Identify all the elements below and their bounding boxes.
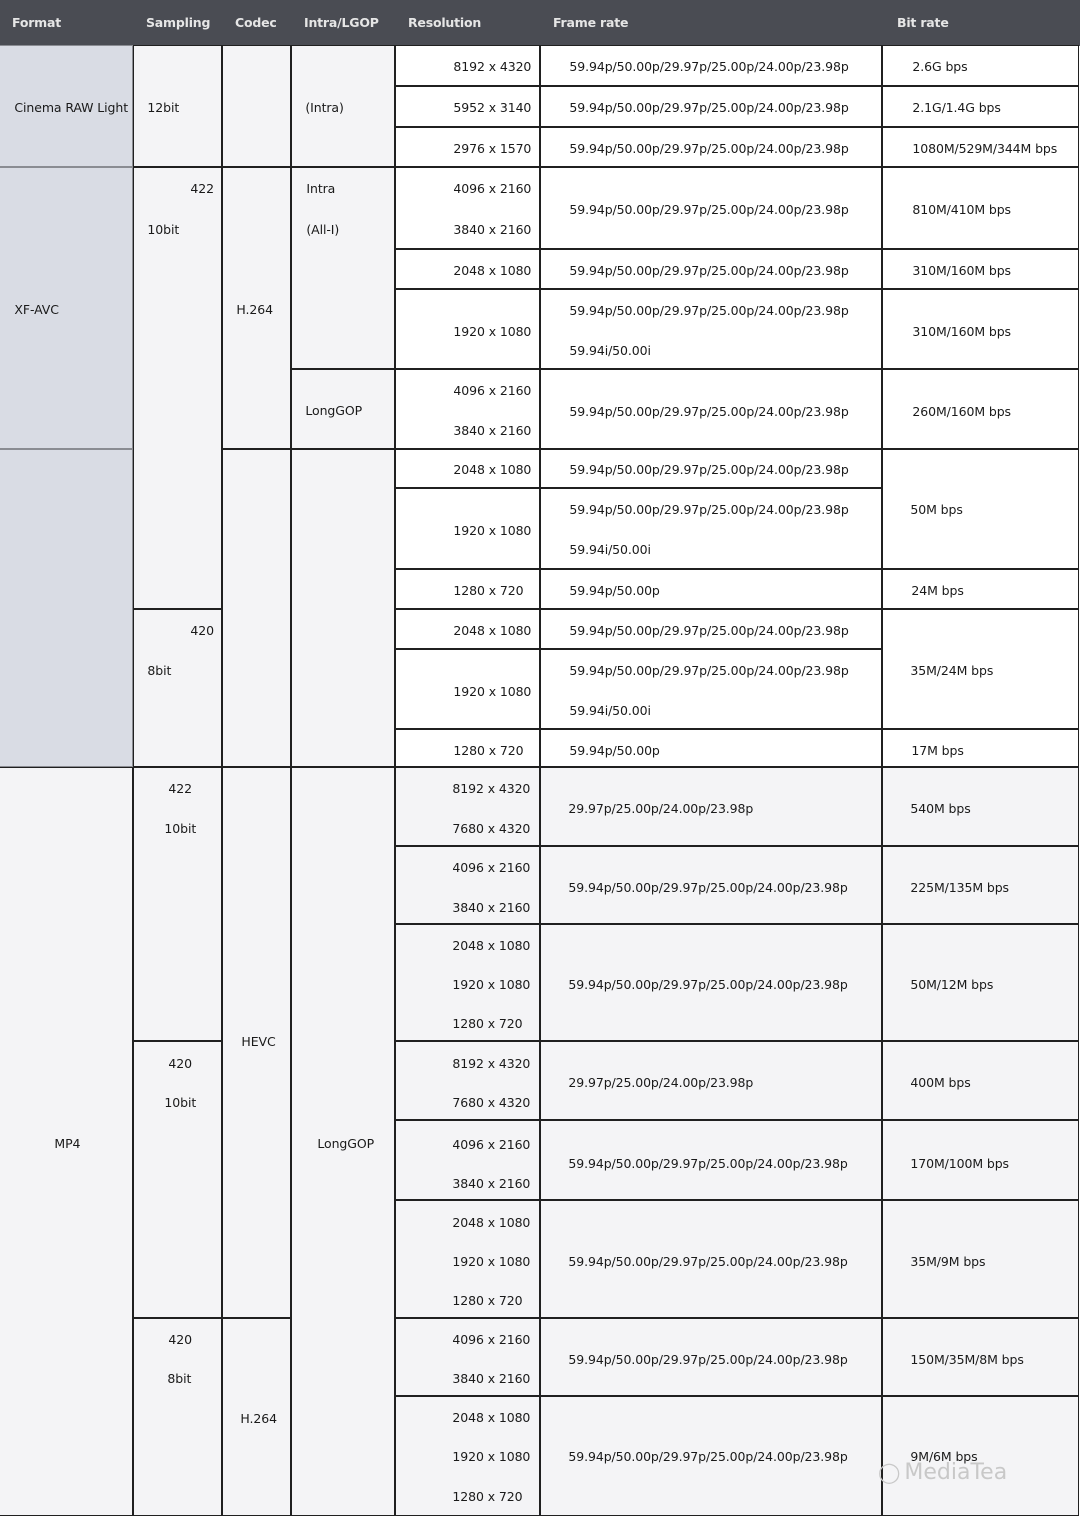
frame-rate-value: 59.94p/50.00p <box>569 743 660 759</box>
resolution-value: 1920 x 1080 <box>452 1449 531 1465</box>
sampling-value: 420 <box>168 1332 192 1348</box>
resolution-value: 4096 x 2160 <box>452 1137 531 1153</box>
frame-rate-cell <box>540 127 882 167</box>
codec-cell <box>222 1318 291 1516</box>
resolution-value: 1920 x 1080 <box>453 684 532 700</box>
frame-rate-cell <box>540 1396 882 1516</box>
frame-rate-cell <box>540 569 882 609</box>
sampling-bitdepth: 8bit <box>167 1371 192 1387</box>
frame-rate-cell <box>540 649 882 729</box>
resolution-value: 2048 x 1080 <box>453 263 532 279</box>
bit-rate-cell <box>882 289 1079 369</box>
frame-rate-value: 59.94p/50.00p/29.97p/25.00p/24.00p/23.98p <box>568 977 848 993</box>
header-frame-rate <box>541 0 884 46</box>
frame-rate-value: 59.94p/50.00p <box>569 583 660 599</box>
resolution-value: 1920 x 1080 <box>453 324 532 340</box>
header-format-label: Format <box>12 15 62 30</box>
sampling-bitdepth: 10bit <box>164 1095 197 1111</box>
bit-rate-value: 310M/160M bps <box>912 324 1011 340</box>
bit-rate-value: 17M bps <box>911 743 964 759</box>
frame-rate-cell <box>540 289 882 369</box>
longgop-label: LongGOP <box>305 403 363 419</box>
resolution-cell <box>395 924 540 1041</box>
bit-rate-cell <box>882 86 1079 127</box>
bit-rate-value: 260M/160M bps <box>912 404 1011 420</box>
resolution-value: 4096 x 2160 <box>453 181 532 197</box>
bit-rate-value: 1080M/529M/344M bps <box>912 141 1058 157</box>
bit-rate-cell <box>882 846 1079 924</box>
resolution-value: 1280 x 720 <box>452 1293 523 1309</box>
frame-rate-cell <box>540 609 882 649</box>
resolution-value: 5952 x 3140 <box>453 100 532 116</box>
bit-rate-cell <box>882 449 1079 569</box>
resolution-cell <box>395 249 540 289</box>
resolution-cell <box>395 846 540 924</box>
resolution-cell <box>395 729 540 767</box>
bit-rate-value: 35M/24M bps <box>910 663 994 679</box>
longgop-cell <box>291 369 395 449</box>
bit-rate-cell <box>882 167 1079 249</box>
sampling-bitdepth: 8bit <box>147 663 172 679</box>
bit-rate-cell <box>882 569 1079 609</box>
resolution-cell <box>395 1200 540 1318</box>
header-bit-rate <box>883 0 1080 46</box>
resolution-value: 1280 x 720 <box>453 583 524 599</box>
bit-rate-value: 9M/6M bps <box>910 1449 978 1465</box>
resolution-cell <box>395 649 540 729</box>
resolution-value: 8192 x 4320 <box>452 1056 531 1072</box>
sampling-cell <box>133 1041 222 1318</box>
bit-rate-cell <box>882 609 1079 729</box>
resolution-cell <box>395 127 540 167</box>
frame-rate-cell <box>540 449 882 488</box>
bit-rate-value: 50M/12M bps <box>910 977 994 993</box>
bit-rate-cell <box>882 1318 1079 1396</box>
frame-rate-cell <box>540 846 882 924</box>
codec-label: H.264 <box>240 1411 277 1427</box>
resolution-value: 2048 x 1080 <box>452 938 531 954</box>
header-sampling <box>134 0 224 46</box>
frame-rate-value: 59.94p/50.00p/29.97p/25.00p/24.00p/23.98p <box>569 141 849 157</box>
resolution-cell <box>395 488 540 569</box>
resolution-cell <box>395 609 540 649</box>
resolution-cell <box>395 1318 540 1396</box>
resolution-cell <box>395 45 540 86</box>
sampling-cell <box>133 609 222 767</box>
bit-rate-value: 35M/9M bps <box>910 1254 986 1270</box>
header-intra-lgop-label: Intra/LGOP <box>304 15 379 30</box>
frame-rate-value: 59.94i/50.00i <box>569 542 651 558</box>
resolution-cell <box>395 569 540 609</box>
bit-rate-value: 540M bps <box>910 801 971 817</box>
resolution-cell <box>395 1041 540 1120</box>
sampling-value: 422 <box>190 181 214 197</box>
bit-rate-value: 50M bps <box>910 502 963 518</box>
resolution-cell <box>395 449 540 488</box>
format-cell <box>0 45 133 167</box>
frame-rate-value: 59.94p/50.00p/29.97p/25.00p/24.00p/23.98p <box>569 462 849 478</box>
frame-rate-value: 59.94p/50.00p/29.97p/25.00p/24.00p/23.98p <box>569 263 849 279</box>
wechat-icon: ◯ <box>878 1460 901 1484</box>
frame-rate-value: 59.94p/50.00p/29.97p/25.00p/24.00p/23.98p <box>569 303 849 319</box>
codec-label: HEVC <box>241 1034 276 1050</box>
bit-rate-value: 225M/135M bps <box>910 880 1009 896</box>
codec-label: H.264 <box>236 302 273 318</box>
format-cell <box>0 767 133 1516</box>
frame-rate-cell <box>540 1120 882 1200</box>
resolution-value: 7680 x 4320 <box>452 821 531 837</box>
sampling-cell <box>133 45 222 167</box>
bit-rate-cell <box>882 767 1079 846</box>
frame-rate-cell <box>540 924 882 1041</box>
bit-rate-value: 310M/160M bps <box>912 263 1011 279</box>
frame-rate-cell <box>540 1318 882 1396</box>
frame-rate-cell <box>540 86 882 127</box>
sampling-value: 420 <box>190 623 214 639</box>
resolution-cell <box>395 86 540 127</box>
resolution-value: 4096 x 2160 <box>452 860 531 876</box>
resolution-value: 1280 x 720 <box>453 743 524 759</box>
sampling-bitdepth: 10bit <box>147 222 180 238</box>
header-intra-lgop <box>292 0 397 46</box>
resolution-value: 2048 x 1080 <box>452 1215 531 1231</box>
resolution-value: 3840 x 2160 <box>452 1371 531 1387</box>
frame-rate-value: 59.94p/50.00p/29.97p/25.00p/24.00p/23.98p <box>568 1352 848 1368</box>
resolution-value: 2048 x 1080 <box>453 623 532 639</box>
header-resolution-label: Resolution <box>408 15 482 30</box>
frame-rate-value: 29.97p/25.00p/24.00p/23.98p <box>568 1075 754 1091</box>
frame-rate-value: 59.94p/50.00p/29.97p/25.00p/24.00p/23.98p <box>568 1156 848 1172</box>
bit-rate-value: 810M/410M bps <box>912 202 1011 218</box>
resolution-cell <box>395 167 540 249</box>
frame-rate-cell <box>540 369 882 449</box>
codec-cell-empty <box>222 449 291 767</box>
frame-rate-cell <box>540 1041 882 1120</box>
sampling-label: 12bit <box>147 100 180 116</box>
bit-rate-cell <box>882 45 1079 86</box>
intra-cell <box>291 167 395 369</box>
intra-label: (Intra) <box>305 100 344 116</box>
resolution-value: 2048 x 1080 <box>452 1410 531 1426</box>
bit-rate-value: 2.6G bps <box>912 59 968 75</box>
resolution-value: 1280 x 720 <box>452 1489 523 1505</box>
resolution-value: 3840 x 2160 <box>453 222 532 238</box>
frame-rate-value: 59.94p/50.00p/29.97p/25.00p/24.00p/23.98p <box>568 1254 848 1270</box>
frame-rate-cell <box>540 488 882 569</box>
longgop-label: LongGOP <box>317 1136 375 1152</box>
resolution-value: 1920 x 1080 <box>453 523 532 539</box>
longgop-cell <box>291 767 395 1516</box>
frame-rate-value: 59.94p/50.00p/29.97p/25.00p/24.00p/23.98p <box>569 623 849 639</box>
bit-rate-cell <box>882 369 1079 449</box>
frame-rate-value: 59.94p/50.00p/29.97p/25.00p/24.00p/23.98p <box>569 202 849 218</box>
sampling-value: 422 <box>168 781 192 797</box>
bit-rate-value: 400M bps <box>910 1075 971 1091</box>
frame-rate-cell <box>540 249 882 289</box>
resolution-value: 4096 x 2160 <box>453 383 532 399</box>
bit-rate-cell <box>882 1041 1079 1120</box>
bit-rate-cell <box>882 924 1079 1041</box>
intra-label: Intra <box>306 181 336 197</box>
intra-cell <box>291 45 395 167</box>
codec-cell <box>222 767 291 1318</box>
resolution-value: 4096 x 2160 <box>452 1332 531 1348</box>
sampling-bitdepth: 10bit <box>164 821 197 837</box>
frame-rate-value: 59.94p/50.00p/29.97p/25.00p/24.00p/23.98p <box>569 502 849 518</box>
sampling-cell <box>133 1318 222 1516</box>
resolution-value: 1920 x 1080 <box>452 977 531 993</box>
resolution-value: 3840 x 2160 <box>452 1176 531 1192</box>
header-bit-rate-label: Bit rate <box>897 15 949 30</box>
bit-rate-cell <box>882 729 1079 767</box>
frame-rate-cell <box>540 1200 882 1318</box>
watermark <box>878 1460 1007 1485</box>
header-codec <box>223 0 293 46</box>
intra-cell-empty <box>291 449 395 767</box>
header-sampling-label: Sampling <box>146 15 211 30</box>
resolution-cell <box>395 1120 540 1200</box>
resolution-cell <box>395 767 540 846</box>
resolution-value: 1920 x 1080 <box>452 1254 531 1270</box>
frame-rate-value: 59.94i/50.00i <box>569 703 651 719</box>
resolution-value: 8192 x 4320 <box>452 781 531 797</box>
header-resolution <box>396 0 542 46</box>
sampling-cell <box>133 767 222 1041</box>
resolution-value: 3840 x 2160 <box>453 423 532 439</box>
bit-rate-cell <box>882 1200 1079 1318</box>
bit-rate-value: 24M bps <box>911 583 964 599</box>
resolution-value: 2048 x 1080 <box>453 462 532 478</box>
format-label: XF-AVC <box>14 302 59 318</box>
format-label: MP4 <box>54 1136 81 1152</box>
format-cell <box>0 167 133 449</box>
bit-rate-cell <box>882 249 1079 289</box>
bit-rate-cell <box>882 127 1079 167</box>
frame-rate-cell <box>540 729 882 767</box>
intra-sublabel: (All-I) <box>306 222 340 238</box>
header-frame-rate-label: Frame rate <box>553 15 629 30</box>
bit-rate-value: 170M/100M bps <box>910 1156 1009 1172</box>
frame-rate-cell <box>540 167 882 249</box>
codec-cell <box>222 45 291 167</box>
resolution-value: 2976 x 1570 <box>453 141 532 157</box>
resolution-value: 1280 x 720 <box>452 1016 523 1032</box>
frame-rate-value: 59.94p/50.00p/29.97p/25.00p/24.00p/23.98p <box>569 663 849 679</box>
frame-rate-value: 59.94p/50.00p/29.97p/25.00p/24.00p/23.98p <box>568 1449 848 1465</box>
sampling-value: 420 <box>168 1056 192 1072</box>
frame-rate-value: 59.94p/50.00p/29.97p/25.00p/24.00p/23.98p <box>569 100 849 116</box>
bit-rate-value: 2.1G/1.4G bps <box>912 100 1001 116</box>
frame-rate-value: 59.94p/50.00p/29.97p/25.00p/24.00p/23.98p <box>568 880 848 896</box>
frame-rate-value: 59.94p/50.00p/29.97p/25.00p/24.00p/23.98p <box>569 59 849 75</box>
resolution-value: 3840 x 2160 <box>452 900 531 916</box>
header-format <box>0 0 135 46</box>
resolution-value: 7680 x 4320 <box>452 1095 531 1111</box>
header-codec-label: Codec <box>235 15 277 30</box>
resolution-cell <box>395 1396 540 1516</box>
frame-rate-value: 29.97p/25.00p/24.00p/23.98p <box>568 801 754 817</box>
resolution-cell <box>395 369 540 449</box>
frame-rate-value: 59.94p/50.00p/29.97p/25.00p/24.00p/23.98p <box>569 404 849 420</box>
codec-cell <box>222 167 291 449</box>
watermark-label: MediaTea <box>904 1460 1008 1485</box>
bit-rate-value: 150M/35M/8M bps <box>910 1352 1024 1368</box>
format-cell-empty <box>0 449 133 767</box>
resolution-cell <box>395 289 540 369</box>
sampling-cell <box>133 167 222 609</box>
bit-rate-cell <box>882 1120 1079 1200</box>
frame-rate-value: 59.94i/50.00i <box>569 343 651 359</box>
frame-rate-cell <box>540 45 882 86</box>
format-label: Cinema RAW Light <box>14 100 129 116</box>
resolution-value: 8192 x 4320 <box>453 59 532 75</box>
bit-rate-cell <box>882 1396 1079 1516</box>
frame-rate-cell <box>540 767 882 846</box>
